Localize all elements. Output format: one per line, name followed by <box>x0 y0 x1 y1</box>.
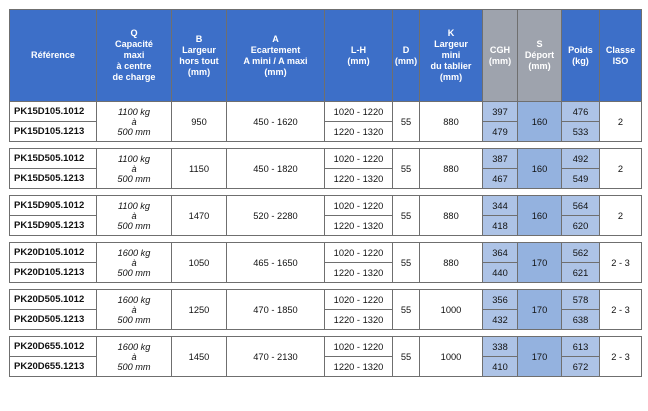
k-cell: 880 <box>420 149 483 189</box>
capacity-line: 500 mm <box>117 126 151 137</box>
header-s-line: Déport <box>524 50 555 60</box>
header-cgh <box>483 10 518 102</box>
header-d-line: D <box>402 44 410 55</box>
lh-cell: 1220 - 1320 <box>325 122 393 142</box>
group-spacer <box>10 236 642 243</box>
lh-cell: 1220 - 1320 <box>325 357 393 377</box>
capacity-line: à <box>131 116 137 127</box>
width-cell: 1450 <box>172 337 227 377</box>
capacity-cell <box>97 290 172 330</box>
reference-cell: PK20D505.1213 <box>10 310 97 330</box>
capacity-cell <box>97 196 172 236</box>
header-poids <box>562 10 600 102</box>
offset-cell: 170 <box>518 243 562 283</box>
lh-cell: 1220 - 1320 <box>325 169 393 189</box>
weight-cell: 578 <box>562 290 600 310</box>
spacing-cell: 470 - 1850 <box>227 290 325 330</box>
capacity-line: 500 mm <box>117 314 151 325</box>
iso-cell: 2 <box>600 102 642 142</box>
width-cell: 1150 <box>172 149 227 189</box>
header-a <box>227 10 325 102</box>
offset-cell: 160 <box>518 149 562 189</box>
header-b-line: B <box>195 33 203 44</box>
capacity-line: à <box>131 351 137 362</box>
iso-cell: 2 - 3 <box>600 243 642 283</box>
header-poids-line: (kg) <box>572 55 589 66</box>
header-a-line: (mm) <box>264 66 287 77</box>
capacity-line: 1600 kg <box>117 341 151 352</box>
capacity-line: 1600 kg <box>117 247 151 258</box>
spacer-cell <box>10 283 642 290</box>
header-s-line: S <box>536 39 543 49</box>
header-q-line: de charge <box>112 72 156 82</box>
cgh-cell: 467 <box>483 169 518 189</box>
header-q-line: Capacité <box>115 39 153 49</box>
offset-cell: 160 <box>518 196 562 236</box>
spec-table <box>9 9 642 377</box>
reference-cell: PK15D905.1213 <box>10 216 97 236</box>
offset-cell: 170 <box>518 337 562 377</box>
header-q-line: maxi <box>123 50 145 60</box>
weight-cell: 476 <box>562 102 600 122</box>
capacity-cell <box>97 337 172 377</box>
table-body <box>10 102 642 377</box>
header-iso-line: Classe <box>605 44 636 55</box>
table-row <box>10 337 642 357</box>
table-row <box>10 102 642 122</box>
header-lh <box>325 10 393 102</box>
header-d <box>393 10 420 102</box>
lh-cell: 1220 - 1320 <box>325 263 393 283</box>
header-b <box>172 10 227 102</box>
capacity-line: à <box>131 163 137 174</box>
lh-cell: 1020 - 1220 <box>325 337 393 357</box>
cgh-cell: 338 <box>483 337 518 357</box>
spacer-cell <box>10 142 642 149</box>
k-cell: 880 <box>420 196 483 236</box>
reference-cell: PK15D905.1012 <box>10 196 97 216</box>
header-b-line: (mm) <box>187 66 211 77</box>
header-d-line: (mm) <box>394 55 418 66</box>
header-k-line: (mm) <box>439 72 463 82</box>
header-k-line: K <box>447 28 455 38</box>
header-cgh-line: (mm) <box>488 55 512 66</box>
reference-cell: PK20D105.1012 <box>10 243 97 263</box>
group-spacer <box>10 189 642 196</box>
capacity-cell <box>97 243 172 283</box>
reference-cell: PK20D105.1213 <box>10 263 97 283</box>
capacity-line: 1100 kg <box>117 106 150 117</box>
lh-cell: 1020 - 1220 <box>325 290 393 310</box>
spacing-cell: 450 - 1820 <box>227 149 325 189</box>
header-q-line: à centre <box>116 61 152 71</box>
weight-cell: 549 <box>562 169 600 189</box>
reference-cell: PK15D505.1213 <box>10 169 97 189</box>
weight-cell: 672 <box>562 357 600 377</box>
width-cell: 1050 <box>172 243 227 283</box>
header-row <box>10 10 642 102</box>
spacer-cell <box>10 236 642 243</box>
capacity-line: 500 mm <box>117 173 151 184</box>
weight-cell: 638 <box>562 310 600 330</box>
spacing-cell: 470 - 2130 <box>227 337 325 377</box>
reference-cell: PK20D505.1012 <box>10 290 97 310</box>
weight-cell: 613 <box>562 337 600 357</box>
d-cell: 55 <box>393 149 420 189</box>
group-spacer <box>10 283 642 290</box>
capacity-cell <box>97 149 172 189</box>
weight-cell: 533 <box>562 122 600 142</box>
weight-cell: 562 <box>562 243 600 263</box>
spacing-cell: 450 - 1620 <box>227 102 325 142</box>
iso-cell: 2 <box>600 196 642 236</box>
k-cell: 880 <box>420 243 483 283</box>
header-k <box>420 10 483 102</box>
spacer-cell <box>10 189 642 196</box>
capacity-line: 1100 kg <box>117 200 150 211</box>
header-ref <box>10 10 97 102</box>
iso-cell: 2 - 3 <box>600 290 642 330</box>
capacity-line: à <box>131 210 137 221</box>
capacity-line: 1600 kg <box>117 294 151 305</box>
weight-cell: 620 <box>562 216 600 236</box>
cgh-cell: 356 <box>483 290 518 310</box>
header-iso-line: ISO <box>612 55 629 66</box>
header-b-line: Largeur <box>182 44 216 55</box>
capacity-line: 500 mm <box>117 267 151 278</box>
header-s-line: (mm) <box>528 61 551 71</box>
capacity-line: à <box>131 304 137 315</box>
lh-cell: 1020 - 1220 <box>325 149 393 169</box>
table-row <box>10 243 642 263</box>
header-k-line: Largeur <box>434 39 468 49</box>
weight-cell: 564 <box>562 196 600 216</box>
cgh-cell: 364 <box>483 243 518 263</box>
header-s <box>518 10 562 102</box>
table-row <box>10 196 642 216</box>
cgh-cell: 344 <box>483 196 518 216</box>
lh-cell: 1020 - 1220 <box>325 102 393 122</box>
capacity-line: à <box>131 257 137 268</box>
k-cell: 1000 <box>420 337 483 377</box>
weight-cell: 621 <box>562 263 600 283</box>
capacity-cell <box>97 102 172 142</box>
width-cell: 1250 <box>172 290 227 330</box>
width-cell: 950 <box>172 102 227 142</box>
cgh-cell: 387 <box>483 149 518 169</box>
header-q <box>97 10 172 102</box>
header-cgh-line: CGH <box>489 44 511 55</box>
iso-cell: 2 <box>600 149 642 189</box>
spacing-cell: 465 - 1650 <box>227 243 325 283</box>
cgh-cell: 432 <box>483 310 518 330</box>
d-cell: 55 <box>393 337 420 377</box>
cgh-cell: 410 <box>483 357 518 377</box>
reference-cell: PK15D505.1012 <box>10 149 97 169</box>
lh-cell: 1220 - 1320 <box>325 216 393 236</box>
cgh-cell: 418 <box>483 216 518 236</box>
header-b-line: hors tout <box>179 55 219 66</box>
d-cell: 55 <box>393 290 420 330</box>
group-spacer <box>10 330 642 337</box>
header-a-line: A mini / A maxi <box>243 55 308 66</box>
width-cell: 1470 <box>172 196 227 236</box>
capacity-line: 1100 kg <box>117 153 150 164</box>
table-row <box>10 149 642 169</box>
table-row <box>10 290 642 310</box>
d-cell: 55 <box>393 196 420 236</box>
reference-cell: PK15D105.1213 <box>10 122 97 142</box>
reference-cell: PK20D655.1012 <box>10 337 97 357</box>
header-lh-line: L-H <box>350 44 367 55</box>
cgh-cell: 440 <box>483 263 518 283</box>
header-lh-line: (mm) <box>347 55 370 66</box>
header-q-line: Q <box>130 28 138 38</box>
header-poids-line: Poids <box>568 44 593 55</box>
capacity-line: 500 mm <box>117 361 151 372</box>
header-iso <box>600 10 642 102</box>
group-spacer <box>10 142 642 149</box>
lh-cell: 1020 - 1220 <box>325 243 393 263</box>
capacity-line: 500 mm <box>117 220 151 231</box>
header-ref-line: Référence <box>31 50 75 60</box>
k-cell: 880 <box>420 102 483 142</box>
offset-cell: 170 <box>518 290 562 330</box>
header-k-line: mini <box>441 50 461 60</box>
header-a-line: A <box>272 33 279 44</box>
lh-cell: 1020 - 1220 <box>325 196 393 216</box>
d-cell: 55 <box>393 243 420 283</box>
reference-cell: PK20D655.1213 <box>10 357 97 377</box>
d-cell: 55 <box>393 102 420 142</box>
lh-cell: 1220 - 1320 <box>325 310 393 330</box>
offset-cell: 160 <box>518 102 562 142</box>
weight-cell: 492 <box>562 149 600 169</box>
reference-cell: PK15D105.1012 <box>10 102 97 122</box>
header-k-line: du tablier <box>430 61 472 71</box>
spacer-cell <box>10 330 642 337</box>
iso-cell: 2 - 3 <box>600 337 642 377</box>
k-cell: 1000 <box>420 290 483 330</box>
spacing-cell: 520 - 2280 <box>227 196 325 236</box>
header-a-line: Ecartement <box>250 44 301 55</box>
cgh-cell: 397 <box>483 102 518 122</box>
cgh-cell: 479 <box>483 122 518 142</box>
